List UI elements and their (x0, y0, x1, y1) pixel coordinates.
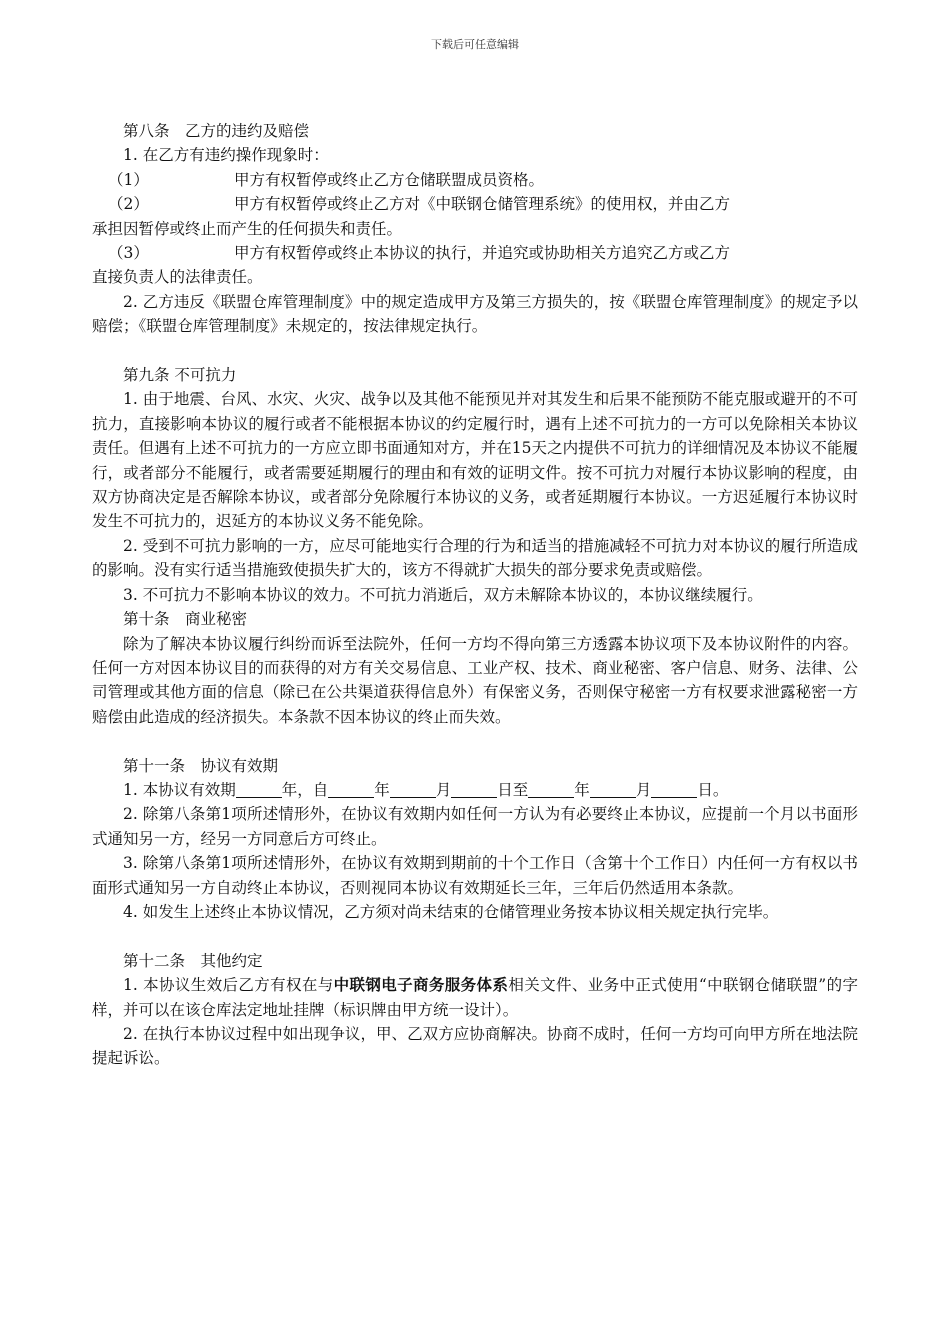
text-segment: 月 (635, 780, 652, 799)
article-11-para-2: 2. 除第八条第1项所述情形外，在协议有效期内如任何一方认为有必要终止本协议，应提前一个月以书面形式通知另一方，经另一方同意后方可终止。 (92, 805, 858, 848)
sub-text: 甲方有权暂停或终止乙方仓储联盟成员资格。 (234, 170, 545, 189)
blank-field (590, 781, 636, 798)
article-11-para-3: 3. 除第八条第1项所述情形外，在协议有效期到期前的十个工作日（含第十个工作日）内任何一方有权以书面形式通知另一方自动终止本协议，否则视同本协议有效期延长三年，三年后仍然适用本条款。 (92, 854, 858, 897)
article-9-title: 第九条 不可抗力 (123, 366, 237, 385)
blank-field (651, 781, 697, 798)
article-10-para-1: 除为了解决本协议履行纠纷而诉至法院外，任何一方均不得向第三方透露本协议项下及本协议附件的内容。任何一方对因本协议目的而获得的对方有关交易信息、工业产权、技术、商业秘密、客户信息、财务、法律、公司管理或其他方面的信息（除已在公共渠道获得信息外）有保密义务，否则保守秘密一方有权要求泄露秘密一方赔偿由此造成的经济损失。本条款不因本协议的终止而失效。 (92, 634, 858, 726)
article-8-sub-2 (92, 192, 858, 216)
sub-number: （3） (108, 244, 149, 263)
text-segment: 1. 本协议生效后乙方有权在与 (123, 976, 334, 995)
text-segment: 相关文件、业务中正式使用“中联钢仓储联盟”的字样，并可以在该仓库法定地址挂牌（标识牌由甲方统一设计）。 (92, 976, 858, 1019)
blank-field (328, 781, 374, 798)
blank-field (390, 781, 436, 798)
article-8-para-1: 1. 在乙方有违约操作现象时： (123, 146, 329, 165)
sub-number: （2） (108, 195, 149, 214)
blank-field (528, 781, 574, 798)
article-10-title: 第十条 商业秘密 (123, 610, 248, 629)
page-header: 下载后可任意编辑 (431, 38, 519, 51)
article-11-para-1 (92, 778, 858, 802)
article-11-para-4: 4. 如发生上述终止本协议情况，乙方须对尚未结束的仓储管理业务按本协议相关规定执行完毕。 (123, 902, 779, 921)
blank-field (236, 781, 282, 798)
text-segment: 年，自 (281, 780, 329, 799)
sub-number: （1） (108, 170, 149, 189)
article-9-para-1: 1. 由于地震、台风、水灾、火灾、战争以及其他不能预见并对其发生和后果不能预防不能克服或避开的不可抗力，直接影响本协议的履行或者不能根据本协议的约定履行时，遇有上述不可抗力的一方可以免除相关本协议责任。但遇有上述不可抗力的一方应立即书面通知对方，并在15天之内提供不可抗力的详细情况及本协议不能履行，或者部分不能履行，或者需要延期履行的理由和有效的证明文件。按不可抗力对履行本协议影响的程度，由双方协商决定是否解除本协议，或者部分免除履行本协议的义务，或者延期履行本协议。一方迟延履行本协议时发生不可抗力的，迟延方的本协议义务不能免除。 (92, 390, 858, 531)
article-8-sub-3 (92, 241, 858, 265)
blank-field (451, 781, 497, 798)
text-segment: 1. 本协议有效期 (123, 780, 236, 799)
text-segment: 月 (435, 780, 452, 799)
text-segment: 年 (374, 780, 390, 799)
article-8-sub-2-cont: 承担因暂停或终止而产生的任何损失和责任。 (92, 219, 403, 238)
article-8-sub-3-cont: 直接负责人的法律责任。 (92, 268, 263, 287)
text-segment: 日。 (697, 780, 729, 799)
article-11-title: 第十一条 协议有效期 (123, 756, 279, 775)
bold-term: 中联钢电子商务服务体系 (333, 976, 509, 995)
article-12-title: 第十二条 其他约定 (123, 951, 263, 970)
text-segment: 日至 (497, 780, 529, 799)
sub-text: 甲方有权暂停或终止本协议的执行，并追究或协助相关方追究乙方或乙方 (234, 244, 731, 263)
article-12-para-2: 2. 在执行本协议过程中如出现争议，甲、乙双方应协商解决。协商不成时，任何一方均可向甲方所在地法院提起诉讼。 (92, 1024, 858, 1068)
document-body (92, 119, 858, 1071)
article-9-para-2: 2. 受到不可抗力影响的一方，应尽可能地实行合理的行为和适当的措施减轻不可抗力对本协议的履行所造成的影响。没有实行适当措施致使损失扩大的，该方不得就扩大损失的部分要求免责或赔偿。 (92, 536, 858, 580)
sub-text: 甲方有权暂停或终止乙方对《中联钢仓储管理系统》的使用权，并由乙方 (234, 195, 731, 214)
article-8-sub-1 (92, 168, 858, 192)
article-8-title: 第八条 乙方的违约及赔偿 (123, 122, 310, 140)
article-8-para-2: 2. 乙方违反《联盟仓库管理制度》中的规定造成甲方及第三方损失的，按《联盟仓库管理制度》的规定予以赔偿；《联盟仓库管理制度》未规定的，按法律规定执行。 (92, 292, 858, 336)
article-9-para-3: 3. 不可抗力不影响本协议的效力。不可抗力消逝后，双方未解除本协议的，本协议继续履行。 (123, 585, 763, 604)
text-segment: 年 (574, 780, 590, 799)
article-12-para-1 (92, 973, 858, 1022)
